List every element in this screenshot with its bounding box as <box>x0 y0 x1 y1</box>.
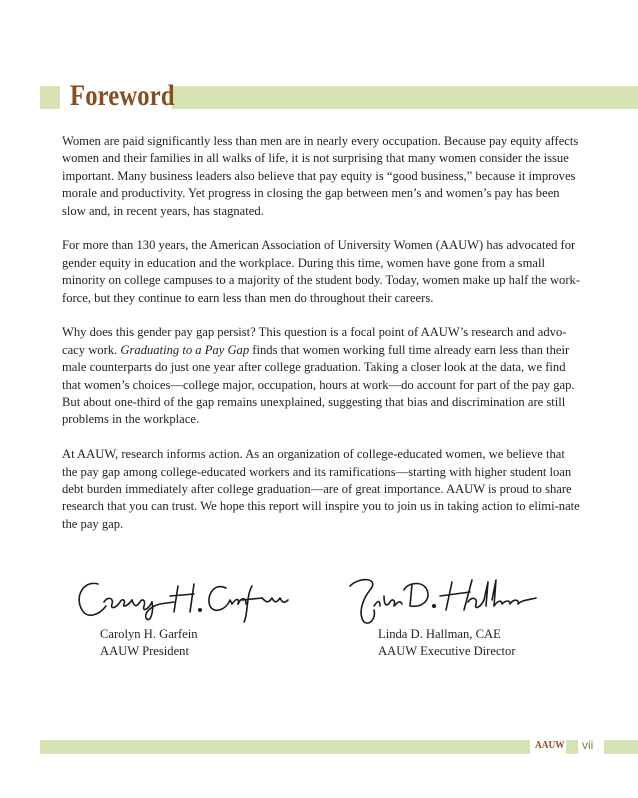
signer-name: Linda D. Hallman, CAE <box>378 627 501 641</box>
paragraph-3 <box>62 324 582 428</box>
page-title: Foreword <box>70 79 175 112</box>
footer-band-right <box>604 740 638 754</box>
signer-title: AAUW President <box>100 644 189 659</box>
paragraph-4: At AAUW, research informs action. As an organization of college-educated women, we believe that the pay gap among college-educated workers and its ramifications—starting with higher student loan debt burden immediately after college graduation—are of great importance. AAUW is proud to share research that you can trust. We hope this report will inspire you to join us in taking action to elimi-nate the pay gap. <box>62 447 580 531</box>
paragraph-1: Women are paid significantly less than men are in nearly every occupation. Because pay equity affects women and their families in all walks of life, it is not surprising that many women consider the issue important. Many business leaders also believe that pay equity is “good business,” because it improves morale and productivity. Yet progress in closing the gap between men’s and women’s pay has been slow and, in recent years, has stagnated. <box>62 134 579 218</box>
signer-garfein <box>100 626 198 661</box>
report-title-italic: Graduating to a Pay Gap <box>120 342 250 357</box>
footer-band-left <box>40 740 530 754</box>
signature-hallman <box>340 566 540 626</box>
foreword-body <box>62 133 582 551</box>
header-band-right <box>172 86 638 109</box>
paragraph-2: For more than 130 years, the American Association of University Women (AAUW) has advocated for gender equity in education and the workplace. During this time, women have gone from a small minority on college campuses to a majority of the student body. Today, women make up half the work-force, but they continue to earn less than men do throughout their careers. <box>62 238 581 305</box>
page-number: vii <box>582 738 594 752</box>
signer-title: AAUW Executive Director <box>378 644 516 659</box>
paragraph-3-start: Why does this gender pay gap persist? This question is a focal point of AAUW’s research and advo-cacy work. <box>62 325 567 357</box>
paragraph-3-end: finds that women working full time already earn less than their male counterparts do just one year after college graduation. Taking a closer look at the data, we find that women’s choices—college major, occupation, hours at work—do account for part of the pay gap. But about one-third of the gap remains unexplained, suggesting that bias and discrimination are still problems in the workplace. <box>62 342 575 427</box>
header-band-left <box>40 86 60 109</box>
signer-name: Carolyn H. Garfein <box>100 627 198 641</box>
footer-band-mid <box>566 740 578 754</box>
footer-org: AAUW <box>535 739 565 751</box>
signature-garfein <box>70 566 290 626</box>
signer-hallman <box>378 626 516 661</box>
